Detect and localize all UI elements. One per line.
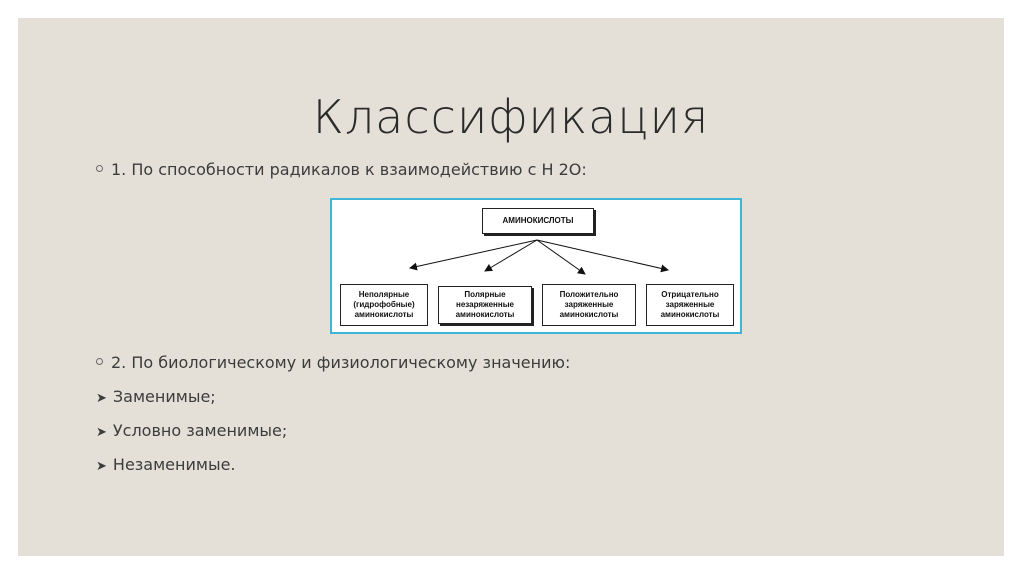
bullet-text-1: 1. По способности радикалов к взаимодействию с Н 2О: (111, 160, 587, 179)
bullet-item-1 (96, 160, 587, 179)
arrow-bullet-icon: ➤ (96, 459, 107, 474)
slide-title: Классификация (312, 90, 710, 144)
list-item (96, 455, 236, 474)
diagram-box-nonpolar: Неполярные (гидрофобные) аминокислоты (340, 284, 428, 326)
list-item-text: Условно заменимые; (112, 421, 288, 440)
arrow-bullet-icon: ➤ (96, 391, 107, 406)
arrow-to-nonpolar (410, 240, 537, 268)
diagram-box-negative: Отрицательно заряженные аминокислоты (646, 284, 734, 326)
list-item (96, 387, 216, 406)
bullet-text-2: 2. По биологическому и физиологическому значению: (111, 353, 571, 372)
list-item-text: Незаменимые. (112, 455, 236, 474)
bullet-item-2 (96, 353, 570, 372)
diagram-box-polar: Полярные незаряженные аминокислоты (438, 286, 532, 324)
arrow-to-negative (537, 240, 668, 270)
arrow-bullet-icon: ➤ (96, 425, 107, 440)
diagram-box-positive: Положительно заряженные аминокислоты (542, 284, 636, 326)
circle-bullet-icon (96, 165, 103, 172)
circle-bullet-icon (96, 358, 103, 365)
classification-diagram (330, 198, 742, 334)
diagram-root-box: АМИНОКИСЛОТЫ (482, 208, 594, 234)
list-item-text: Заменимые; (112, 387, 216, 406)
slide (18, 18, 1004, 556)
arrow-to-polar (485, 240, 537, 271)
list-item (96, 421, 287, 440)
